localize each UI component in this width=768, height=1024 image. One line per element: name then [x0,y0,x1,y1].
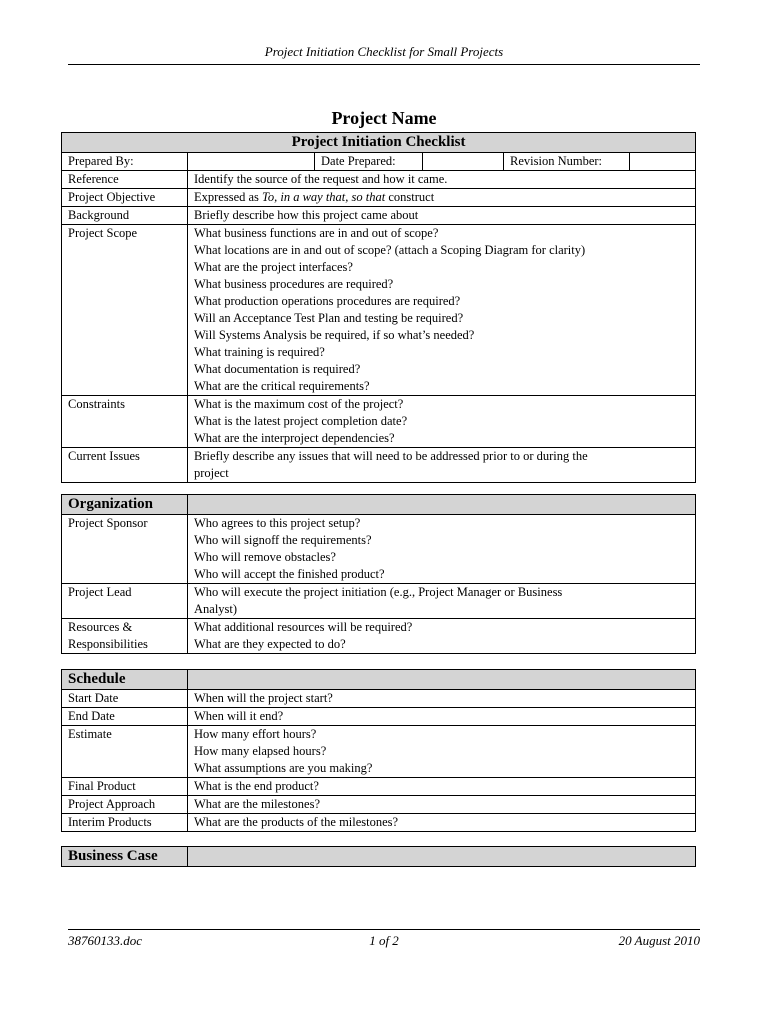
row-content-line: What is the end product? [194,779,319,793]
header-rule [68,64,700,65]
row-content-line: Who will signoff the requirements? [194,533,372,547]
table-row [62,796,696,814]
row-content [188,448,696,483]
row-content-line: Briefly describe how this project came about [194,208,419,222]
row-label: Estimate [62,726,188,778]
row-content-line: What locations are in and out of scope? (attach a Scoping Diagram for clarity) [194,243,586,257]
table-row [62,189,696,207]
business-case-title: Business Case [62,847,188,867]
row-label: Constraints [62,396,188,448]
row-content-line: What are they expected to do? [194,637,346,651]
project-name-title: Project Name [331,108,437,128]
row-content-line: When will it end? [194,709,284,723]
row-content-line: What assumptions are you making? [194,761,373,775]
checklist-rows [62,171,696,483]
row-content [188,619,696,654]
table-row [62,726,696,778]
row-content [188,726,696,778]
row-content-line: Who agrees to this project setup? [194,516,361,530]
row-content [188,225,696,396]
row-label: Start Date [62,690,188,708]
organization-rows [62,515,696,654]
row-content-line: What documentation is required? [194,362,361,376]
row-content [188,690,696,708]
date-prepared-label: Date Prepared: [315,153,423,171]
schedule-title: Schedule [62,670,188,690]
organization-header-row [62,495,696,515]
organization-title: Organization [62,495,188,515]
checklist-title-row [62,133,696,153]
footer-filename: 38760133.doc [68,933,143,948]
row-content-line: What is the latest project completion date? [194,414,408,428]
table-row [62,207,696,225]
table-row [62,814,696,832]
revision-number-field[interactable] [630,153,696,171]
footer-rule [68,929,700,930]
row-label: Interim Products [62,814,188,832]
row-label: Project Sponsor [62,515,188,584]
row-label: Project Approach [62,796,188,814]
row-label: Project Scope [62,225,188,396]
row-content-line: How many elapsed hours? [194,744,327,758]
table-row [62,171,696,189]
row-content-line: Identify the source of the request and how it came. [194,172,448,186]
table-row [62,225,696,396]
business-case-table [61,846,696,867]
row-label: Final Product [62,778,188,796]
prepared-row [62,153,696,171]
row-label: Project Lead [62,584,188,619]
footer-date: 20 August 2010 [618,933,700,948]
schedule-header-row [62,670,696,690]
row-content-line: What are the milestones? [194,797,320,811]
row-label: Project Objective [62,189,188,207]
row-content [188,189,696,207]
row-label: Background [62,207,188,225]
row-content [188,708,696,726]
table-row [62,619,696,654]
row-content-line: Will an Acceptance Test Plan and testing be required? [194,311,464,325]
row-content-line: What business functions are in and out of scope? [194,226,439,240]
schedule-header-blank [188,670,696,690]
row-content-line: Who will accept the finished product? [194,567,385,581]
table-row [62,778,696,796]
schedule-rows [62,690,696,832]
date-prepared-field[interactable] [423,153,504,171]
content-italic: To, in a way that, so that [262,190,386,204]
row-content-line: What are the project interfaces? [194,260,353,274]
content-prefix: Expressed as [194,190,263,204]
row-content-line: What are the interproject dependencies? [194,431,395,445]
schedule-table [61,669,696,832]
table-row [62,708,696,726]
row-content-line: project [194,466,229,480]
table-row [62,396,696,448]
row-label-line: Resources & [68,620,133,634]
row-content-line: When will the project start? [194,691,333,705]
row-content-line: What business procedures are required? [194,277,394,291]
table-row [62,690,696,708]
page-header: Project Initiation Checklist for Small Projects [264,44,504,59]
row-content [188,515,696,584]
organization-header-blank [188,495,696,515]
row-label: Current Issues [62,448,188,483]
table-row [62,448,696,483]
row-content-line: What training is required? [194,345,325,359]
revision-number-label: Revision Number: [504,153,630,171]
row-label-line: Responsibilities [68,637,148,651]
row-content [188,171,696,189]
row-content-line: How many effort hours? [194,727,317,741]
row-content-line: What are the critical requirements? [194,379,370,393]
row-content-line: Who will remove obstacles? [194,550,336,564]
footer-page-number: 1 of 2 [369,933,399,948]
table-row [62,584,696,619]
row-content-line [194,189,689,206]
checklist-table [61,132,696,483]
row-content-line: Briefly describe any issues that will need to be addressed prior to or during the [194,449,588,463]
row-content-line: Will Systems Analysis be required, if so what’s needed? [194,328,475,342]
row-content [188,584,696,619]
content-suffix: construct [385,190,435,204]
row-label: End Date [62,708,188,726]
row-content-line: Analyst) [194,602,238,616]
row-content [188,814,696,832]
row-content [188,207,696,225]
row-content-line: What is the maximum cost of the project? [194,397,404,411]
row-content [188,396,696,448]
business-case-header-blank [188,847,696,867]
row-label [62,619,188,654]
row-content [188,778,696,796]
row-content-line: What are the products of the milestones? [194,815,399,829]
organization-table [61,494,696,654]
prepared-by-label: Prepared By: [62,153,188,171]
checklist-title: Project Initiation Checklist [62,133,696,153]
row-label: Reference [62,171,188,189]
row-content-line: What production operations procedures are required? [194,294,461,308]
prepared-by-field[interactable] [188,153,315,171]
table-row [62,515,696,584]
row-content [188,796,696,814]
business-case-header-row [62,847,696,867]
row-content-line: Who will execute the project initiation (e.g., Project Manager or Business [194,585,563,599]
row-content-line: What additional resources will be required? [194,620,413,634]
